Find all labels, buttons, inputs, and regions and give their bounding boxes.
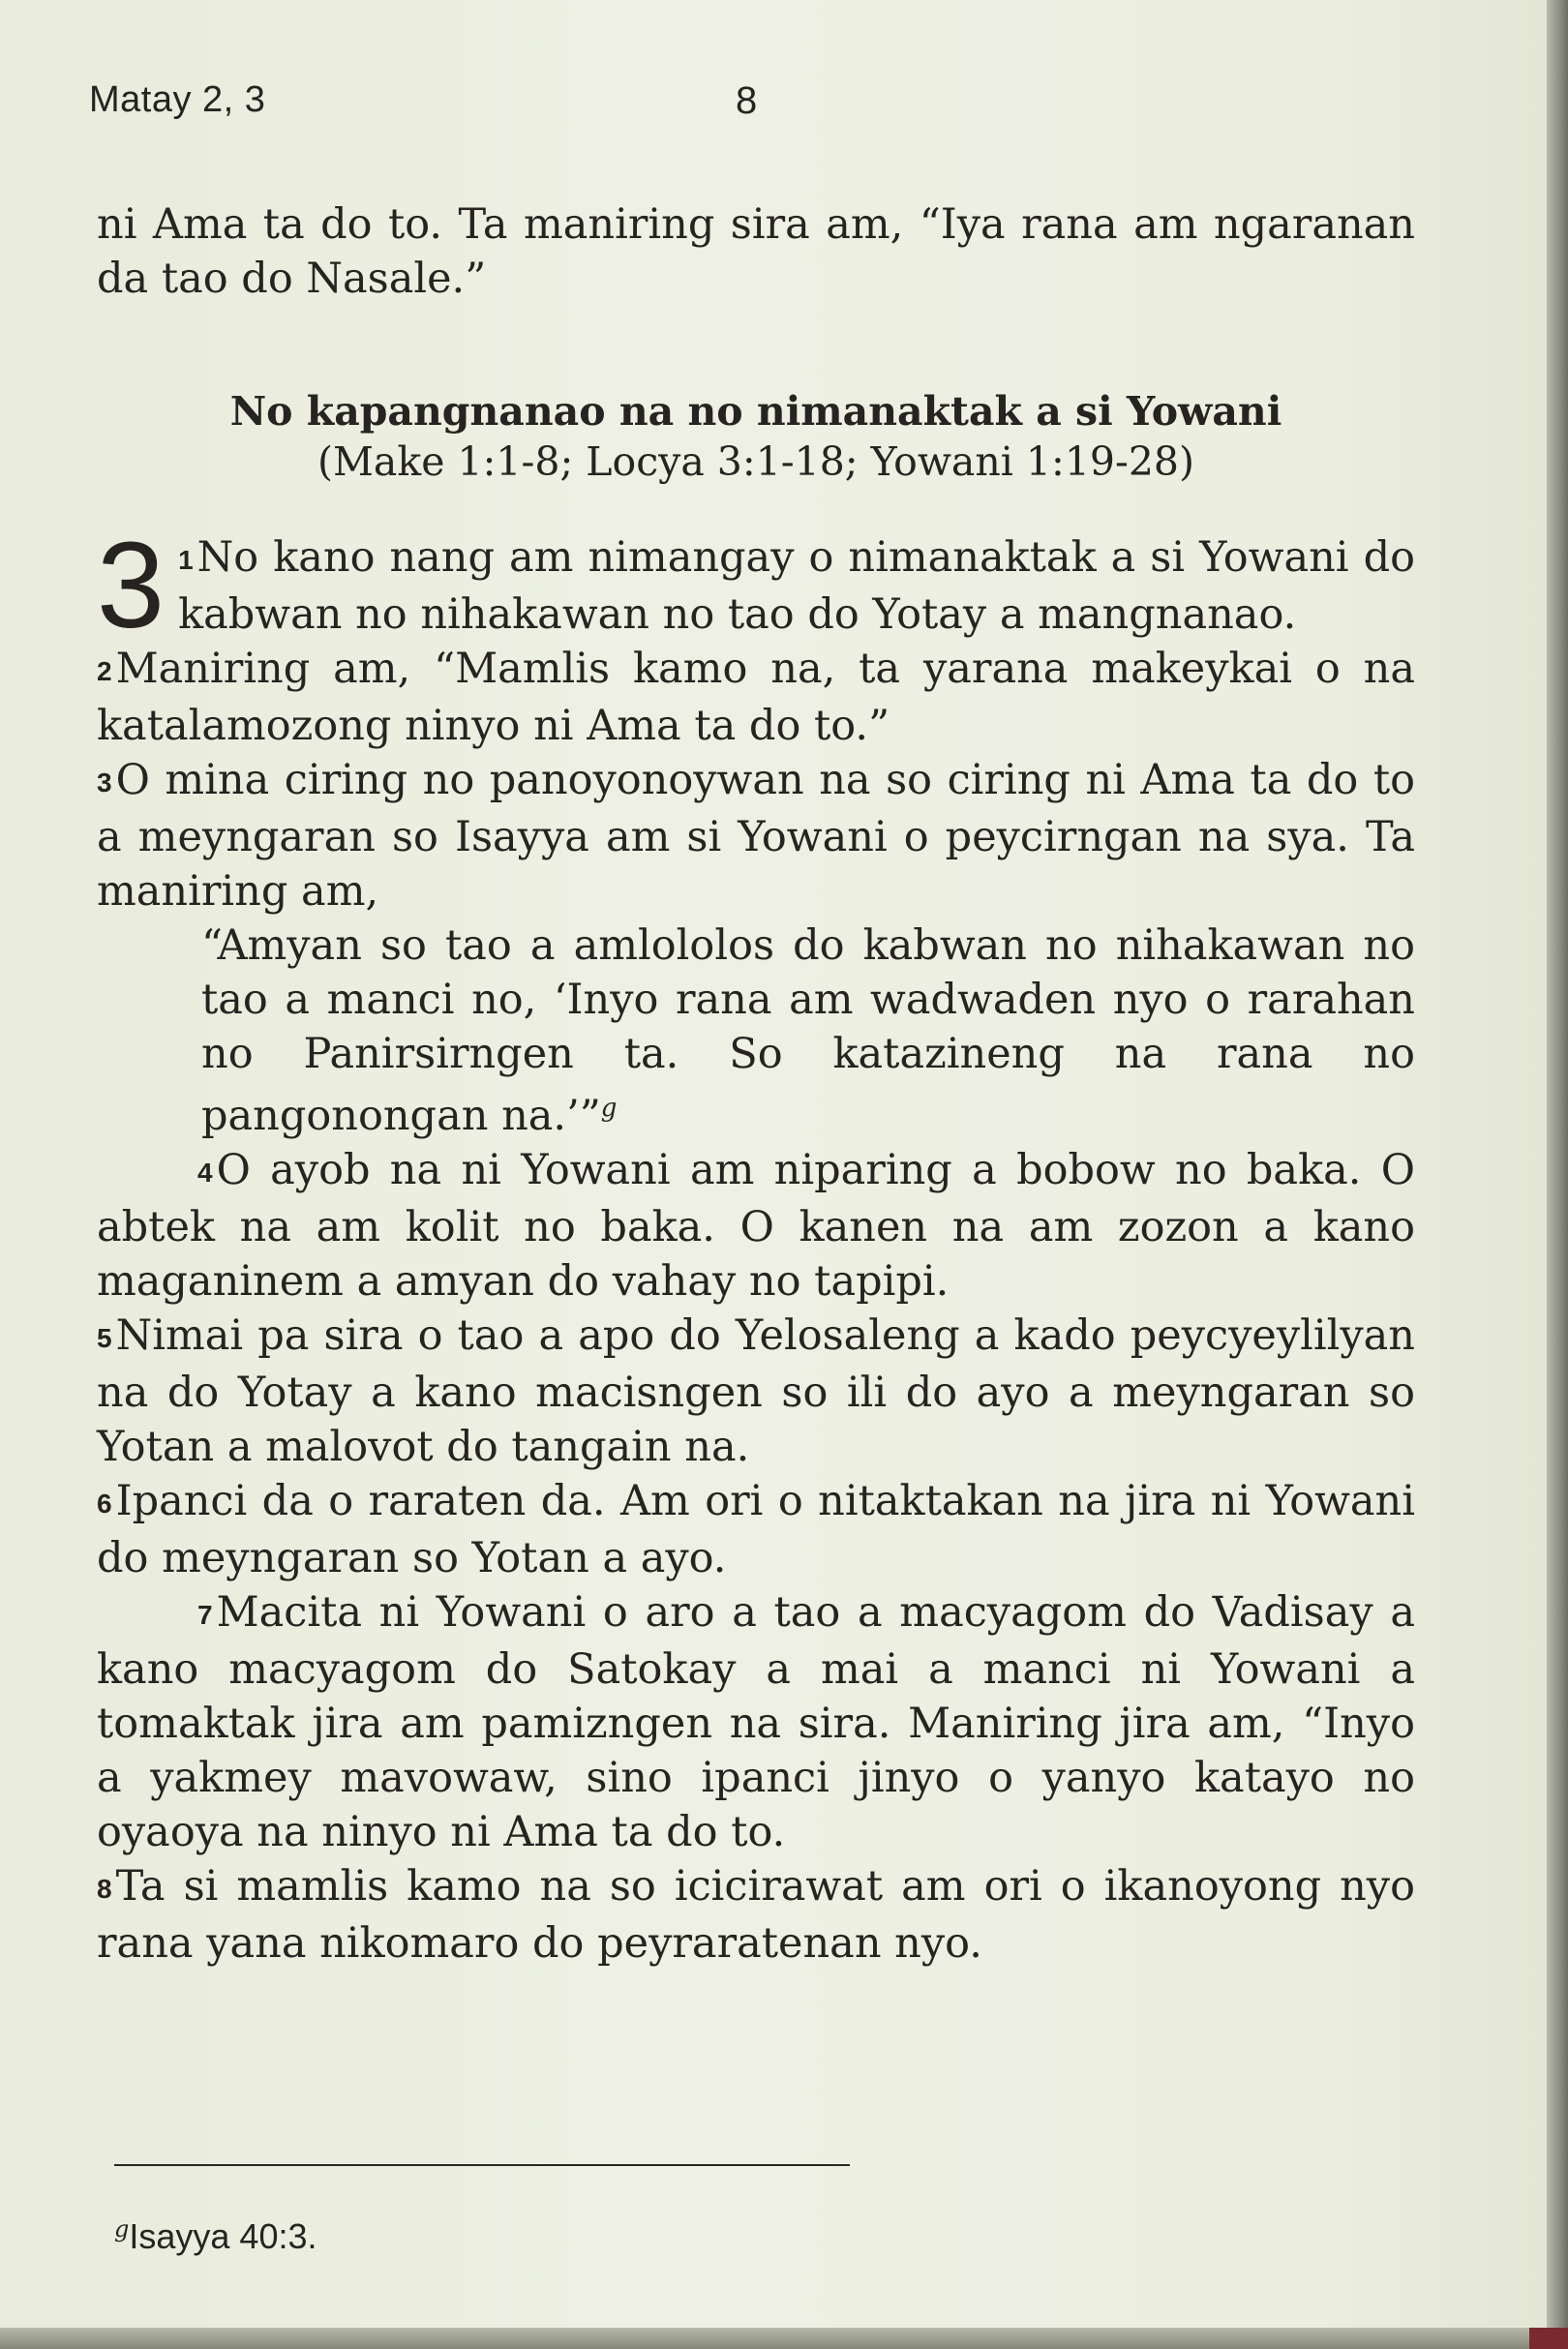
footnote — [114, 2207, 317, 2259]
verse-number: 1 — [178, 545, 194, 575]
verse-3 — [97, 753, 1415, 919]
verse-text: Macita ni Yowani o aro a tao a macyagom do Vadisay a kano macyagom do Satokay a mai a manci ni Yowani a tomaktak jira am pamizngen na sira. Maniring jira am, “Inyo a yakmey mavowaw, sino ipanci jinyo o yanyo katayo no oyaoya na ninyo ni Ama ta do to. — [97, 1588, 1415, 1856]
chapter-number: 3 — [97, 517, 166, 653]
verse-2 — [97, 642, 1415, 753]
verse-5 — [97, 1309, 1415, 1474]
quotation-text: “Amyan so tao a amlololos do kabwan no nihakawan no tao a manci no, ‘Inyo rana am wadwaden nyo o rarahan no Panirsirngen ta. So katazineng na rana no pangonongan na.’” — [201, 921, 1415, 1140]
chapter-3 — [97, 517, 1415, 1971]
scripture-quotation — [201, 919, 1415, 1143]
verse-text: Nimai pa sira o tao a apo do Yelosaleng a kado peycyeylilyan na do Yotay a kano macisngen so ili do ayo a meyngaran so Yotan a malovot do tangain na. — [97, 1311, 1415, 1471]
footnote-divider — [114, 2164, 850, 2166]
verse-number: 7 — [197, 1600, 213, 1630]
page-number: 8 — [736, 79, 758, 122]
verse-6 — [97, 1474, 1415, 1585]
verse-number: 6 — [97, 1489, 112, 1519]
verse-text: O mina ciring no panoyonoywan na so ciring ni Ama ta do to a meyngaran so Isayya am si Yowani o peycirngan na sya. Ta maniring am, — [97, 756, 1415, 916]
verse-text: No kano nang am nimangay o nimanaktak a si Yowani do kabwan no nihakawan no tao do Yotay a mangnanao. — [178, 533, 1415, 639]
verse-number: 2 — [97, 656, 112, 686]
footnote-text: Isayya 40:3. — [129, 2216, 317, 2256]
verse-text: Ta si mamlis kamo na so icicirawat am ori o ikanoyong nyo rana yana nikomaro do peyraratenan nyo. — [97, 1862, 1415, 1968]
verse-number: 4 — [197, 1158, 213, 1188]
verse-8 — [97, 1859, 1415, 1971]
verse-text: Ipanci da o raraten da. Am ori o nitaktakan na jira ni Yowani do meyngaran so Yotan a ayo. — [97, 1477, 1415, 1582]
footnote-letter: g — [114, 2215, 130, 2243]
cover-corner — [1529, 2328, 1568, 2349]
page-edge-right — [1547, 0, 1568, 2349]
verse-text: O ayob na ni Yowani am niparing a bobow no baka. O abtek na am kolit no baka. O kanen na am zozon a kano maganinem a amyan do vahay no tapipi. — [97, 1146, 1415, 1306]
verse-text: Maniring am, “Mamlis kamo na, ta yarana makeykai o na katalamozong ninyo ni Ama ta do to.” — [97, 645, 1415, 750]
section-cross-references: (Make 1:1-8; Locya 3:1-18; Yowani 1:19-28) — [317, 438, 1195, 485]
page-edge-bottom — [0, 2328, 1568, 2349]
verse-number: 5 — [97, 1323, 112, 1353]
section-title: No kapangnanao na no nimanaktak a si Yowani — [229, 388, 1282, 435]
verse-1 — [97, 517, 1415, 653]
verse-7 — [97, 1585, 1415, 1859]
verse-number: 8 — [97, 1874, 112, 1904]
footnote-marker[interactable]: g — [600, 1094, 618, 1123]
verse-number: 3 — [97, 768, 112, 798]
running-header-reference: Matay 2, 3 — [89, 79, 266, 120]
verse-4 — [97, 1143, 1415, 1309]
intro-paragraph: ni Ama ta do to. Ta maniring sira am, “Iya rana am ngaranan da tao do Nasale.” — [97, 200, 1415, 303]
